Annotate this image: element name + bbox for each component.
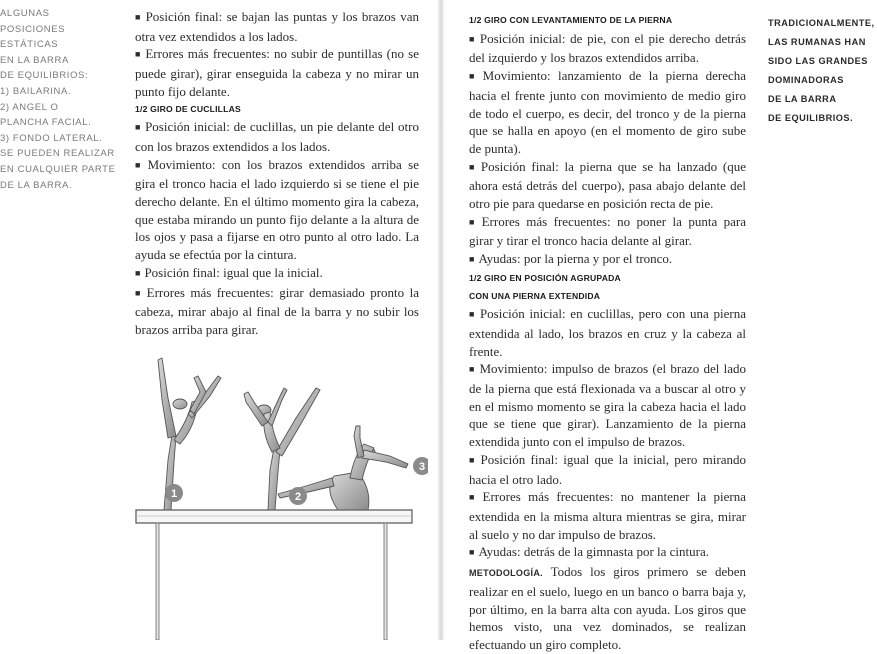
figure-marker-3 [413,457,428,475]
caption-line: 3) FONDO LATERAL. [0,132,103,144]
paragraph: ■ Errores más frecuentes: girar demasiado pronto la cabeza, mirar abajo al final de la barra y no subir los brazos arriba para girar. [135,284,419,339]
paragraph: ■ Ayudas: por la pierna y por el tronco. [469,250,746,270]
section-heading: 1/2 GIRO DE CUCLILLAS [135,103,241,114]
marker-number: 2 [294,491,302,503]
section-heading: CON UNA PIERNA EXTENDIDA [469,290,601,301]
paragraph: ■ Posición final: se bajan las puntas y los brazos van otra vez extendidos a los lados. [135,8,419,45]
figure-marker-2 [289,487,307,505]
caption-line: PLANCHA FACIAL. [0,117,92,129]
paragraph: ■ Posición inicial: de cuclillas, un pie delante del otro con los brazos extendidos a los lados. [135,118,419,155]
paragraph: ■ Movimiento: lanzamiento de la pierna derecha hacia el frente junto con movimiento de medio giro de todo el cuerpo, es decir, del tronco y de la pierna que se halla en apoyo (en el momento de giro sube de punta). [469,67,746,158]
paragraph: ■ Ayudas: detrás de la gimnasta por la cintura. [469,543,746,563]
paragraph: ■ Movimiento: impulso de brazos (el brazo del lado de la pierna que está flexionada va a buscar al otro y en el mismo momento se gira la cabeza hacia el lado que se tiene que girar). Lanzamiento de la pierna extendida junto con el impulso de brazos. [469,360,746,451]
caption-line: DE LA BARRA. [0,179,73,191]
paragraph: ■ Movimiento: con los brazos extendidos arriba se gira el tronco hacia el lado izquierdo si se tiene el pie derecho delante. En el último momento gira la cabeza, que estaba mirando un punto fijo delante a la altura de los ojos y pasa a fijarse en otro punto al otro lado. La ayuda se efectúa por la cintura. [135,156,419,264]
caption-line: POSICIONES [0,23,66,35]
marker-number: 1 [170,488,178,500]
caption-line: LAS RUMANAS HAN [768,37,866,47]
caption-line: TRADICIONALMENTE, [768,18,875,28]
section-heading: 1/2 GIRO CON LEVANTAMIENTO DE LA PIERNA [469,15,673,25]
paragraph: ■ Posición final: la pierna que se ha lanzado (que ahora está detrás del cuerpo), pasa abajo delante del otro pie para quedarse en posición recta de pie. [469,158,746,213]
caption-line: ESTÁTICAS [0,39,59,51]
caption-line: DE EQUILIBRIOS: [0,70,89,82]
page-gutter [438,0,444,640]
methodology-label: METODOLOGÍA. [469,568,543,579]
sidebar-caption-right [768,14,877,128]
caption-line: EN CUALQUIER PARTE [0,163,116,175]
paragraph: ■ Posición final: igual que la inicial. [135,264,419,284]
caption-line: DE LA BARRA [768,94,837,104]
caption-line: ALGUNAS [0,8,50,19]
paragraph: ■ Posición inicial: en cuclillas, pero con una pierna extendida al lado, los brazos en cruz y la cabeza al frente. [469,305,746,360]
marker-number: 3 [418,461,426,473]
paragraph-methodology [469,563,746,654]
text-column-left [135,8,419,339]
caption-line: DOMINADORAS [768,75,844,85]
caption-line: SIDO LAS GRANDES [768,56,868,66]
balance-beam [136,510,412,640]
caption-line: 2) ANGEL O [0,101,59,113]
paragraph: ■ Posición final: igual que la inicial, pero mirando hacia el otro lado. [469,451,746,488]
balance-beam-illustration [128,340,428,640]
paragraph: ■ Errores más frecuentes: no subir de puntillas (no se puede girar), girar enseguida la cabeza y no mirar un punto fijo delante. [135,45,419,100]
paragraph: ■ Errores más frecuentes: no mantener la pierna extendida en la misma altura mientras se gira, mirar al suelo y no dar impulso de brazos. [469,488,746,543]
paragraph: ■ Posición inicial: de pie, con el pie derecho detrás del izquierdo y los brazos extendidos arriba. [469,30,746,67]
figure-marker-1 [165,484,183,502]
methodology-text: Todos los giros primero se deben realizar en el suelo, luego en un banco o barra baja y, por último, en la barra alta con ayuda. Los giros que hemos visto, una vez dominados, se realizan efectuando un giro completo. [469,564,746,652]
paragraph: ■ Errores más frecuentes: no poner la punta para girar y tirar el tronco hacia delante al girar. [469,213,746,250]
sidebar-caption-left [0,6,122,193]
caption-line: SE PUEDEN REALIZAR [0,148,115,160]
section-heading: 1/2 GIRO EN POSICIÓN AGRUPADA [469,272,621,283]
caption-line: 1) BAILARINA. [0,85,72,97]
caption-line: EN LA BARRA [0,54,69,66]
text-column-right [469,12,746,654]
caption-line: DE EQUILIBRIOS. [768,113,854,123]
